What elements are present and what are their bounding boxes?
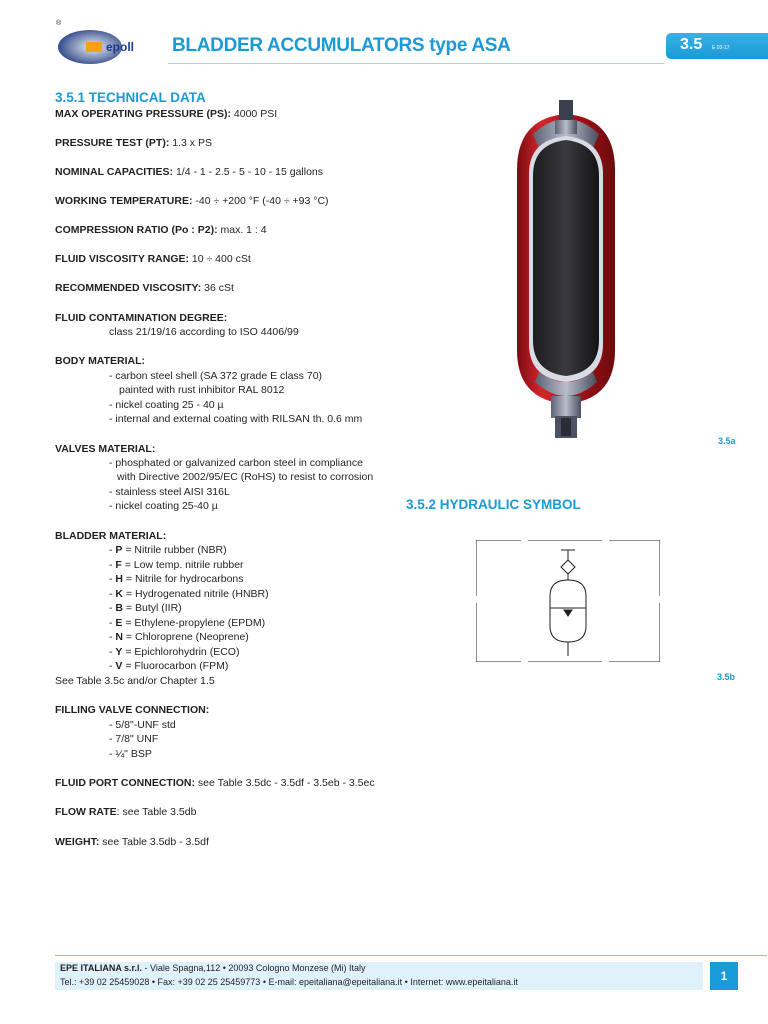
page-number: 1 xyxy=(710,962,738,990)
spec-contamination-value: class 21/19/16 according to ISO 4406/99 xyxy=(109,326,299,338)
body-material-item: - carbon steel shell (SA 372 grade E class 70) xyxy=(109,370,323,382)
bladder-item: - H = Nitrile for hydrocarbons xyxy=(109,573,244,585)
bladder-item: - Y = Epichlorohydrin (ECO) xyxy=(109,646,240,658)
body-material-item: - nickel coating 25 - 40 µ xyxy=(109,399,224,411)
footer-bar xyxy=(55,962,703,990)
filling-valve-item: - 5/8"-UNF std xyxy=(109,719,176,731)
valves-material-item: - phosphated or galvanized carbon steel in compliance xyxy=(109,457,363,469)
logo-text: epoll xyxy=(106,40,135,54)
footer-rule xyxy=(55,955,767,956)
hydraulic-symbol-heading: 3.5.2 HYDRAULIC SYMBOL xyxy=(406,497,581,512)
valves-material-item: - nickel coating 25-40 µ xyxy=(109,500,218,512)
body-material-label: BODY MATERIAL: xyxy=(55,355,146,367)
body-material-item: painted with rust inhibitor RAL 8012 xyxy=(119,384,285,396)
header-rule xyxy=(168,63,664,64)
figure-3-5b-caption: 3.5b xyxy=(717,672,736,682)
bladder-item: - F = Low temp. nitrile rubber xyxy=(109,559,244,571)
registered-mark: ® xyxy=(56,20,62,27)
section-date: E 03-17 xyxy=(712,45,730,51)
body-material-item: - internal and external coating with RILSAN th. 0.6 mm xyxy=(109,413,363,425)
spec-recommended-viscosity: RECOMMENDED VISCOSITY: 36 cSt xyxy=(55,282,234,294)
spec-viscosity-range: FLUID VISCOSITY RANGE: 10 ÷ 400 cSt xyxy=(55,253,251,265)
accumulator-cutaway-figure xyxy=(505,100,627,440)
footer-address: EPE ITALIANA s.r.l. - Viale Spagna,112 • 20093 Cologno Monzese (Mi) Italy xyxy=(60,963,366,973)
filling-valve-item: - ¼" BSP xyxy=(109,748,152,760)
spec-contamination-label: FLUID CONTAMINATION DEGREE: xyxy=(55,312,228,324)
spec-temperature: WORKING TEMPERATURE: -40 ÷ +200 °F (-40 ÷ +93 °C) xyxy=(55,195,329,207)
valves-material-label: VALVES MATERIAL: xyxy=(55,443,156,455)
spec-capacities: NOMINAL CAPACITIES: 1/4 - 1 - 2.5 - 5 - 10 - 15 gallons xyxy=(55,166,324,178)
spec-pressure-test: PRESSURE TEST (PT): 1.3 x PS xyxy=(55,137,212,149)
filling-valve-item: - 7/8" UNF xyxy=(109,733,159,745)
footer-contacts: Tel.: +39 02 25459028 • Fax: +39 02 25 25459773 • E-mail: epeitaliana@epeitaliana.it • Internet: www.epeitaliana.it xyxy=(60,977,518,987)
bladder-item: - N = Chloroprene (Neoprene) xyxy=(109,631,249,643)
section-number: 3.5 xyxy=(680,36,703,53)
bladder-item: - K = Hydrogenated nitrile (HNBR) xyxy=(109,588,269,600)
spec-weight: WEIGHT: see Table 3.5db - 3.5df xyxy=(55,836,209,848)
filling-valve-label: FILLING VALVE CONNECTION: xyxy=(55,704,210,716)
spec-fluid-port: FLUID PORT CONNECTION: see Table 3.5dc - 3.5df - 3.5eb - 3.5ec xyxy=(55,777,375,789)
spec-compression: COMPRESSION RATIO (Po : P2): max. 1 : 4 xyxy=(55,224,267,236)
spec-max-pressure: MAX OPERATING PRESSURE (PS): 4000 PSI xyxy=(55,108,278,120)
bladder-note: See Table 3.5c and/or Chapter 1.5 xyxy=(55,675,215,687)
bladder-item: - E = Ethylene-propylene (EPDM) xyxy=(109,617,266,629)
company-logo xyxy=(56,26,168,68)
valves-material-item: - stainless steel AISI 316L xyxy=(109,486,230,498)
section-badge xyxy=(666,33,768,59)
bladder-item: - V = Fluorocarbon (FPM) xyxy=(109,660,229,672)
valves-material-item: with Directive 2002/95/EC (RoHS) to resist to corrosion xyxy=(117,471,374,483)
bladder-item: - P = Nitrile rubber (NBR) xyxy=(109,544,227,556)
bladder-material-label: BLADDER MATERIAL: xyxy=(55,530,167,542)
technical-data-heading: 3.5.1 TECHNICAL DATA xyxy=(55,90,206,105)
figure-3-5a-caption: 3.5a xyxy=(718,436,736,446)
hydraulic-symbol-figure xyxy=(476,540,660,662)
spec-flow-rate: FLOW RATE: see Table 3.5db xyxy=(55,806,197,818)
page-title: BLADDER ACCUMULATORS type ASA xyxy=(172,35,511,56)
bladder-item: - B = Butyl (IIR) xyxy=(109,602,182,614)
